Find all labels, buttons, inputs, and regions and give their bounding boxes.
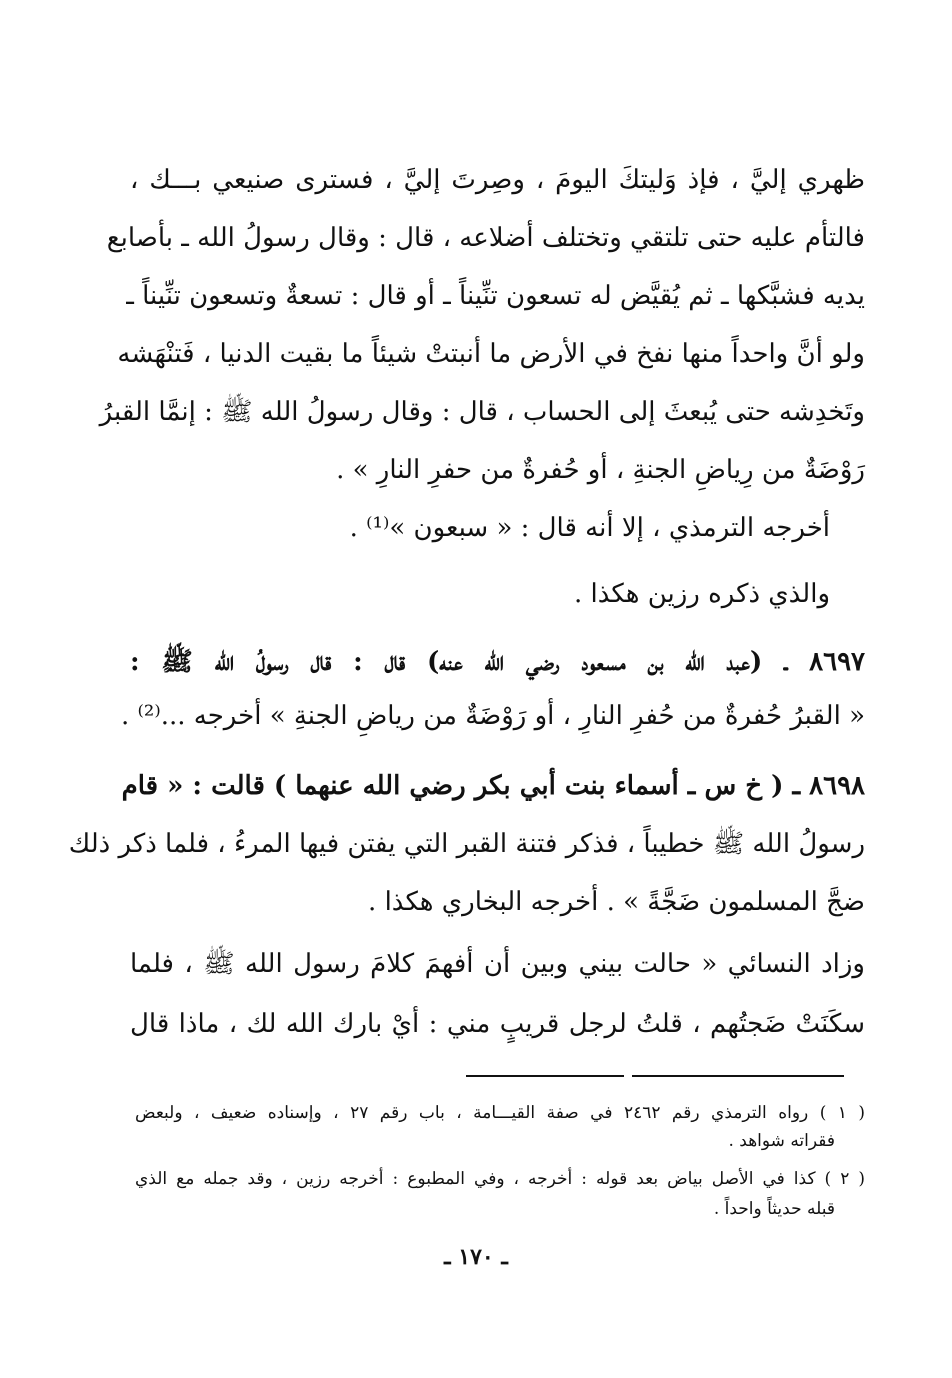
footnote-1-line-2: فقراته شواهد . — [728, 1131, 835, 1151]
footnote-separator-left — [466, 1075, 624, 1077]
page-number: ـ ١٧٠ ـ — [444, 1244, 508, 1270]
body-line-13: ضجَّ المسلمون ضَجَّةً » . أخرجه البخاري هكذا . — [368, 887, 865, 917]
body-line-3: يديه فشبَّكها ـ ثم يُقيَّض له تسعون تنِّيناً ـ أو قال : تسعةٌ وتسعون تنِّيناً ـ — [126, 281, 865, 311]
body-line-8: والذي ذكره رزين هكذا . — [573, 579, 830, 609]
hadith-8697-heading: ٨٦٩٧ ـ (عبد الله بن مسعود رضي الله عنه) قال : قال رسولُ الله ﷺ : — [130, 647, 865, 677]
body-line-15: سكَنَتْ ضَجتُهم ، قلتُ لرجل قريبٍ مني : أيْ بارك الله لك ، ماذا قال — [130, 1009, 865, 1039]
body-line-7: أخرجه الترمذي ، إلا أنه قال : « سبعون »⁽¹⁾ . — [349, 513, 830, 543]
footnote-1-line-1: ( ١ ) رواه الترمذي رقم ٢٤٦٢ في صفة القيـــامة ، باب رقم ٢٧ ، وإسناده ضعيف ، ولبعض — [135, 1103, 865, 1123]
body-line-10: « القبرُ حُفرةٌ من حُفرِ النارِ ، أو رَوْضَةٌ من رياضِ الجنةِ » أخرجه ...⁽²⁾ . — [120, 701, 865, 731]
footnote-separator-right — [632, 1075, 844, 1077]
hadith-8698-heading: ٨٦٩٨ ـ ( خ س ـ أسماء بنت أبي بكر رضي الله عنهما ) قالت : « قام — [121, 771, 865, 801]
body-line-1: ظهري إليَّ ، فإذ وَليتكَ اليومَ ، وصِرتَ إليَّ ، فسترى صنيعي بـــك ، — [130, 165, 865, 195]
body-line-2: فالتأم عليه حتى تلتقي وتختلف أضلاعه ، قال : وقال رسولُ الله ـ بأصابع — [106, 223, 865, 253]
body-line-5: وتَخدِشه حتى يُبعثَ إلى الحساب ، قال : وقال رسولُ الله ﷺ : إنمَّا القبرُ — [99, 397, 865, 427]
body-line-6: رَوْضَةٌ من رِياضِ الجنةِ ، أو حُفرةٌ من حفرِ النارِ » . — [336, 455, 865, 485]
footnote-2-line-2: قبله حديثاً واحداً . — [713, 1199, 835, 1219]
body-line-4: ولو أنَّ واحداً منها نفخ في الأرض ما أنبتتْ شيئاً ما بقيت الدنيا ، فَتنْهَشه — [117, 339, 865, 369]
body-line-12: رسولُ الله ﷺ خطيباً ، فذكر فتنة القبر التي يفتن فيها المرءُ ، فلما ذكر ذلك — [68, 829, 865, 859]
footnote-2-line-1: ( ٢ ) كذا في الأصل بياض بعد قوله : أخرجه ، وفي المطبوع : أخرجه رزين ، وقد جمله مع الذي — [135, 1169, 865, 1189]
body-line-14: وزاد النسائي « حالت بيني وبين أن أفهمَ كلامَ رسول الله ﷺ ، فلما — [130, 949, 865, 979]
